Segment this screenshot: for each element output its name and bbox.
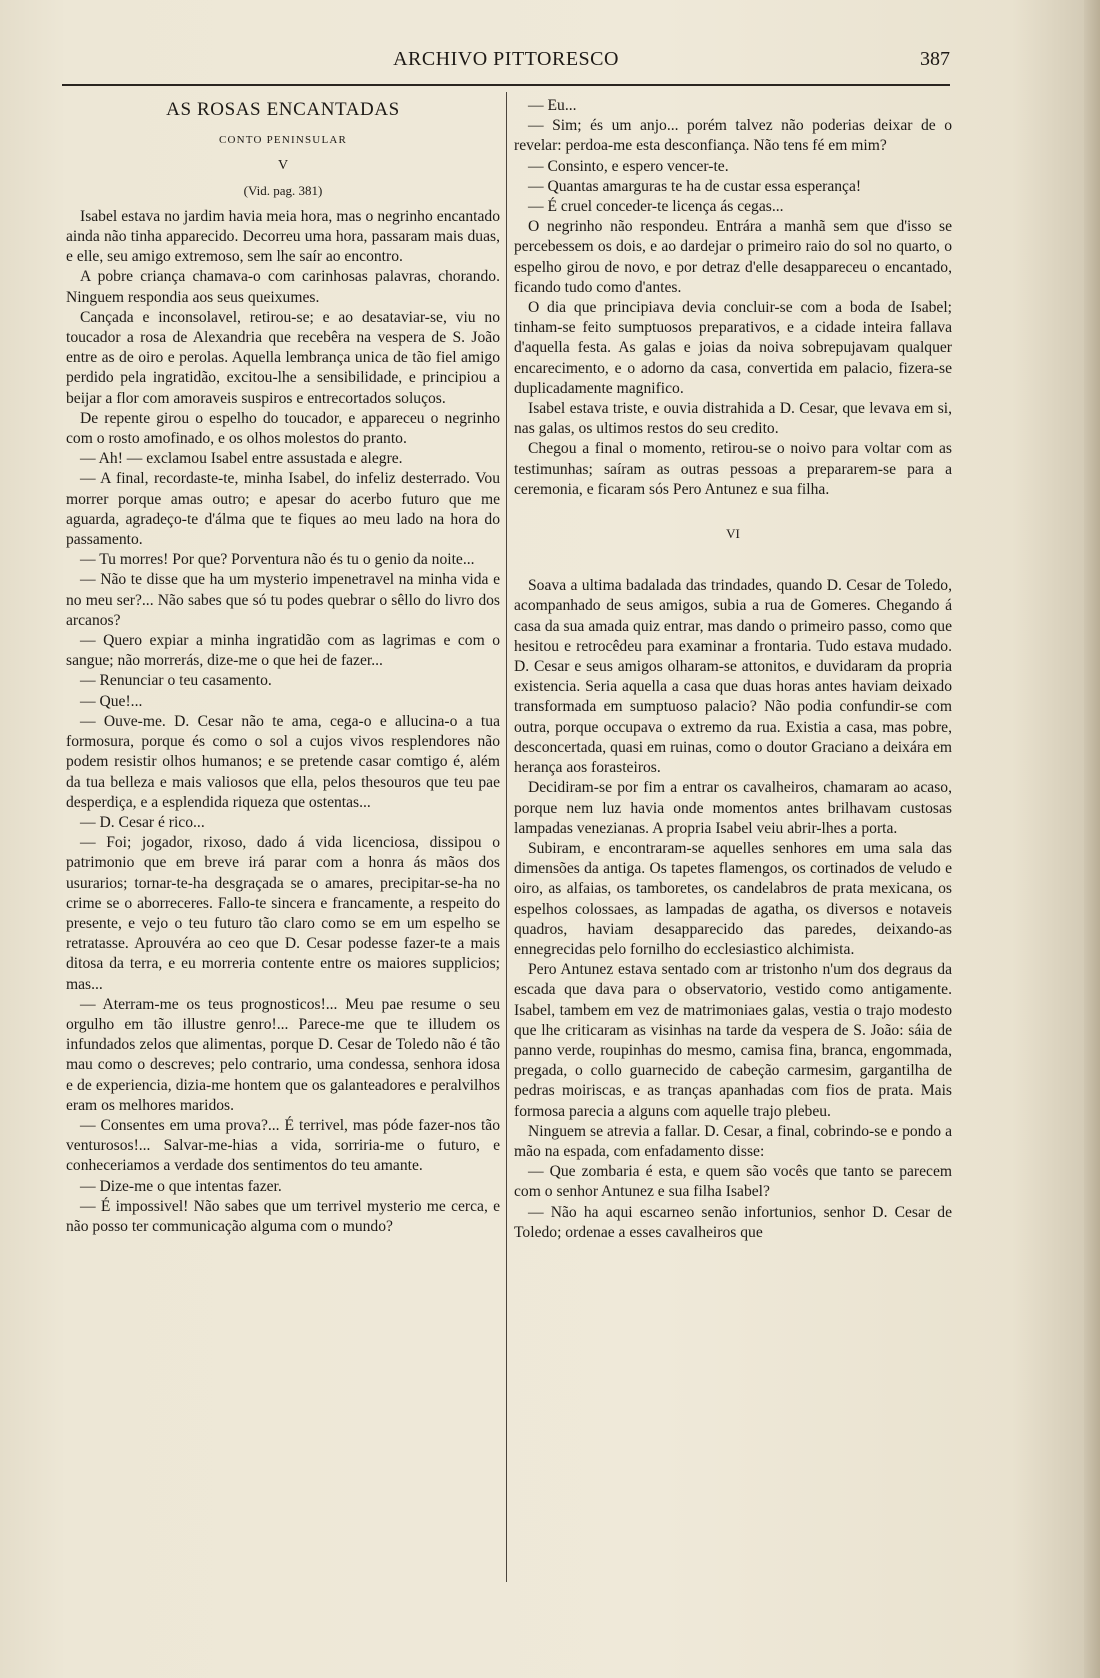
chapter-number: V: [277, 158, 289, 174]
paragraph: — Dize-me o que intentas fazer.: [80, 1177, 282, 1195]
story-subtitle: CONTO PENINSULAR: [218, 134, 348, 147]
column-divider: [506, 92, 507, 1582]
story-title: AS ROSAS ENCANTADAS: [166, 99, 400, 120]
left-column: [66, 96, 500, 1237]
paragraph: — É impossivel! Não sabes que um terrivel mysterio me cerca, e não posso ter communicação alguma com o mundo?: [66, 1197, 500, 1235]
paragraph: — Quero expiar a minha ingratidão com as lagrimas e com o sangue; não morrerás, dize-me o que hei de fazer...: [66, 632, 500, 670]
paragraph: — Que zombaria é esta, e quem são vocês que tanto se parecem com o senhor Antunez e sua filha Isabel?: [514, 1163, 952, 1201]
paragraph: — Não ha aqui escarneo senão infortunios, senhor D. Cesar de Toledo; ordenae a esses cavalheiros que: [514, 1203, 952, 1241]
section-number: VI: [726, 526, 740, 542]
paragraph: — A final, recordaste-te, minha Isabel, do infeliz desterrado. Vou morrer porque amas outro; e apesar do acerbo futuro que me aguarda, agradeço-te d'álma que te fiques ao meu lado na hora do passamento.: [66, 470, 500, 549]
paragraph: Decidiram-se por fim a entrar os cavalheiros, chamaram ao acaso, porque nem luz havia onde momentos antes brilhavam custosas lampadas venezianas. A propria Isabel veiu abrir-lhes a porta.: [514, 779, 952, 837]
page-binding-shadow: [1084, 0, 1100, 1678]
paragraph: — Quantas amarguras te ha de custar essa esperança!: [528, 177, 862, 195]
paragraph: — Aterram-me os teus prognosticos!... Meu pae resume o seu orgulho em tão illustre genro!... Parece-me que te illudem os infundados zelos que alimentas, porque D. Cesar de Toledo não é tão mau como o descreves; pelo contrario, uma condessa, senhora idosa e de experiencia, dizia-me hontem que os galanteadores e peralvilhos eram os melhores maridos.: [66, 995, 500, 1114]
paragraph: Soava a ultima badalada das trindades, quando D. Cesar de Toledo, acompanhado de seus amigos, subia a rua de Gomeres. Chegando á casa da sua amada quiz entrar, mas dando o primeiro passo, como que hesitou e retrocêdeu para examinar a frontaria. Tudo estava mudado. D. Cesar e seus amigos olharam-se attonitos, e duvidaram da propria existencia. Seria aquella a casa que duas horas antes haviam deixado transformada em sumptuoso palacio? Não podia confundir-se com outra, porque occupava o extremo da rua. Existia a casa, mas pobre, desconcertada, quasi em ruinas, como o doutor Graciano a deixára em herança aos forasteiros.: [514, 577, 952, 777]
paragraph: — Tu morres! Por que? Porventura não és tu o genio da noite...: [80, 551, 475, 569]
paragraph: Chegou a final o momento, retirou-se o noivo para voltar com as testimunhas; saíram as outras pessoas a prepararem-se para a ceremonia, e ficaram sós Pero Antunez e sua filha.: [514, 440, 952, 498]
paragraph: A pobre criança chamava-o com carinhosas palavras, chorando. Ninguem respondia aos seus queixumes.: [66, 268, 500, 306]
paragraph: Subiram, e encontraram-se aquelles senhores em uma sala das dimensões da antiga. Os tapetes flamengos, os cortinados de veludo e oiro, as alfaias, os tamboretes, os candelabros de prata mexicana, os espelhos colossaes, as lampadas de agatha, os diversos e notaveis quadros, haviam desapparecido das paredes, deixando-as ennegrecidas pelo fornilho do ecclesiastico alchimista.: [514, 839, 952, 958]
chapter-reference: (Vid. pag. 381): [243, 182, 323, 198]
running-title: ARCHIVO PITTORESCO: [393, 48, 619, 70]
right-column: [514, 96, 952, 1243]
paragraph: — Eu...: [528, 97, 577, 114]
paragraph: O negrinho não respondeu. Entrára a manhã sem que d'isso se percebessem os dois, e ao dardejar o primeiro raio do sol no quarto, o espelho girou de novo, e por detraz d'elle desappareceu o encantado, ficando tudo como d'antes.: [514, 218, 952, 296]
paragraph: — Ouve-me. D. Cesar não te ama, cega-o e allucina-o a tua formosura, porque és como o sol a cujos vivos resplendores não podem resistir olhos humanos; e se pretende casar comtigo é, além da tua belleza e mais valiosos que ella, pelos thesouros que teu pae desperdiça, e a esplendida riqueza que ostentas...: [66, 712, 500, 811]
paragraph: — D. Cesar é rico...: [80, 813, 205, 831]
page-number: 387: [920, 48, 950, 70]
paragraph: O dia que principiava devia concluir-se com a boda de Isabel; tinham-se feito sumptuosos preparativos, e a cidade inteira fallava d'aquella festa. As galas e joias da noiva sobrepujavam qualquer encarecimento, e o adorno da casa, convertida em palacio, fizera-se duplicadamente magnifico.: [514, 299, 952, 397]
paragraph: De repente girou o espelho do toucador, e appareceu o negrinho com o rosto amofinado, e os olhos molestos do pranto.: [66, 409, 500, 448]
paragraph: — Foi; jogador, rixoso, dado á vida licenciosa, dissipou o patrimonio que em breve irá parar com a honra ás mãos dos usurarios; tornar-te-ha desgraçada se o amares, precipitar-se-ha no crime se o aborreceres. Fallo-te sincera e francamente, a respeito do presente, e vejo o teu futuro tão claro como se em um espelho se retratasse. Aprouvéra ao ceo que D. Cesar podesse fazer-te a mais ditosa da terra, e eu morreria contente entre os maiores supplicios; mas...: [66, 834, 500, 993]
paragraph: — Não te disse que ha um mysterio impenetravel na minha vida e no meu ser?... Não sabes que só tu podes quebrar o sêllo do livro dos arcanos?: [66, 571, 500, 629]
paragraph: — Renunciar o teu casamento.: [80, 672, 272, 690]
paragraph: Cançada e inconsolavel, retirou-se; e ao desataviar-se, viu no toucador a rosa de Alexandria que recebêra na vespera de S. João entre as de oiro e perolas. Aquella lembrança unica de tão fiel amigo perdido pela ingratidão, excitou-lhe a sensibilidade, e principiou a beijar a flor com amoraveis suspiros e entrecortados soluços.: [66, 308, 500, 407]
paragraph: Ninguem se atrevia a fallar. D. Cesar, a final, cobrindo-se e pondo a mão na espada, com enfadamento disse:: [514, 1122, 952, 1160]
paragraph: Isabel estava triste, e ouvia distrahida a D. Cesar, que levava em si, nas galas, os ultimos restos do seu credito.: [514, 400, 952, 438]
paragraph: — É cruel conceder-te licença ás cegas...: [528, 198, 784, 216]
paragraph: — Consentes em uma prova?... É terrivel, mas póde fazer-nos tão venturosos!... Salvar-me-hias a vida, sorriria-me o futuro, e conheceriamos a verdade dos sentimentos do teu amante.: [66, 1116, 500, 1175]
paragraph: Pero Antunez estava sentado com ar tristonho n'um dos degraus da escada que dava para o observatorio, vestido como antigamente. Isabel, tambem em vez de matrimoniaes galas, vestia o trajo modesto que lhe criticaram as visinhas na tarde da vespera de S. João: sáia de panno verde, roupinhas do mesmo, camisa fina, branca, engommada, pregada, o collo guarnecido de cabeção carmesim, gargantilha de pedras moiriscas, e as tranças apanhadas com fios de prata. Mais formosa parecia a alguns com aquelle trajo plebeu.: [514, 961, 952, 1120]
paragraph: — Que!...: [80, 692, 143, 710]
paragraph: — Consinto, e espero vencer-te.: [528, 157, 729, 175]
paragraph: Isabel estava no jardim havia meia hora, mas o negrinho encantado ainda não tinha apparecido. Decorreu uma hora, passaram mais duas, e elle, seu amigo extremoso, sem lhe saír ao encontro.: [66, 207, 500, 266]
paragraph: — Sim; és um anjo... porém talvez não poderias deixar de o revelar: perdoa-me esta desconfiança. Não tens fé em mim?: [514, 117, 952, 155]
paragraph: — Ah! — exclamou Isabel entre assustada e alegre.: [80, 450, 403, 468]
page-header: [62, 44, 950, 86]
